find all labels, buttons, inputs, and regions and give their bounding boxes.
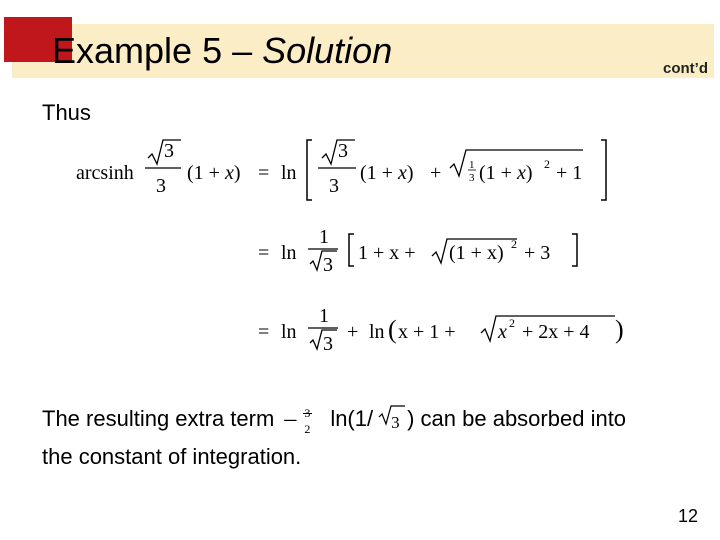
svg-text:3: 3 [164,140,174,162]
line3-inner: x + 1 + [398,321,456,343]
intro-text: Thus [42,100,91,125]
ln-4: ln [369,321,385,343]
bracket-right-2 [572,234,577,266]
page-number: 12 [677,506,698,526]
ln-1: ln [281,162,297,184]
sqrt3-inline: 3 [373,408,407,432]
equals-1: = [258,162,270,184]
continued-label: cont’d [663,60,708,77]
title-main: Example 5 – [52,30,263,71]
para-line-2: the constant of integration. [42,444,302,469]
rhs-paren-1: (1 + x) [360,162,414,184]
bracket-left-2 [349,234,354,266]
svg-text:1: 1 [319,305,329,327]
square-exp-3: 2 [509,316,515,330]
paren-close-3: ) [615,315,624,344]
svg-text:3: 3 [323,254,333,276]
plus-3: + [347,321,359,343]
line2-tail: + 3 [524,242,551,264]
sqrt3-over-3-lhs [145,140,181,197]
line3-sqrt-tail: + 2x + 4 [522,321,590,343]
svg-text:3: 3 [338,140,348,162]
svg-text:3: 3 [329,175,339,197]
neg-three-halves: – 3 2 [284,406,311,437]
svg-text:3: 3 [156,175,166,197]
svg-text:3: 3 [469,172,475,184]
equals-3: = [258,321,270,343]
arcsinh-label: arcsinh [76,162,134,184]
svg-text:1: 1 [319,226,329,248]
line2-inner: 1 + x + [358,242,416,264]
square-exp-1: 2 [544,157,550,171]
plus-1: + [430,162,442,184]
square-exp-2: 2 [511,237,517,251]
para-line-1: The resulting extra term – 3 2 ln(1/ 3 ) can be absorbed into [42,406,627,437]
title-italic: Solution [262,30,393,71]
ln-2: ln [281,242,297,264]
paren-open-3: ( [388,315,397,344]
one-over-sqrt3-2 [308,226,338,276]
svg-text:1: 1 [469,159,475,171]
one-third-small [468,159,476,184]
svg-text:3: 3 [323,333,333,355]
line3-sqrt-var: x [498,321,507,343]
explanation-paragraph [42,400,626,476]
one-over-sqrt3-3 [308,305,338,355]
bracket-right-1 [601,140,606,200]
sqrt3-over-3-rhs [318,140,356,197]
line2-sqrt: (1 + x) [449,242,504,264]
ln-3: ln [281,321,297,343]
plus-one-1: + 1 [556,162,583,184]
bracket-left-1 [307,140,312,200]
lhs-paren: (1 + x) [187,162,241,184]
equals-2: = [258,242,270,264]
sqrt-content-1: (1 + x) [479,162,533,184]
